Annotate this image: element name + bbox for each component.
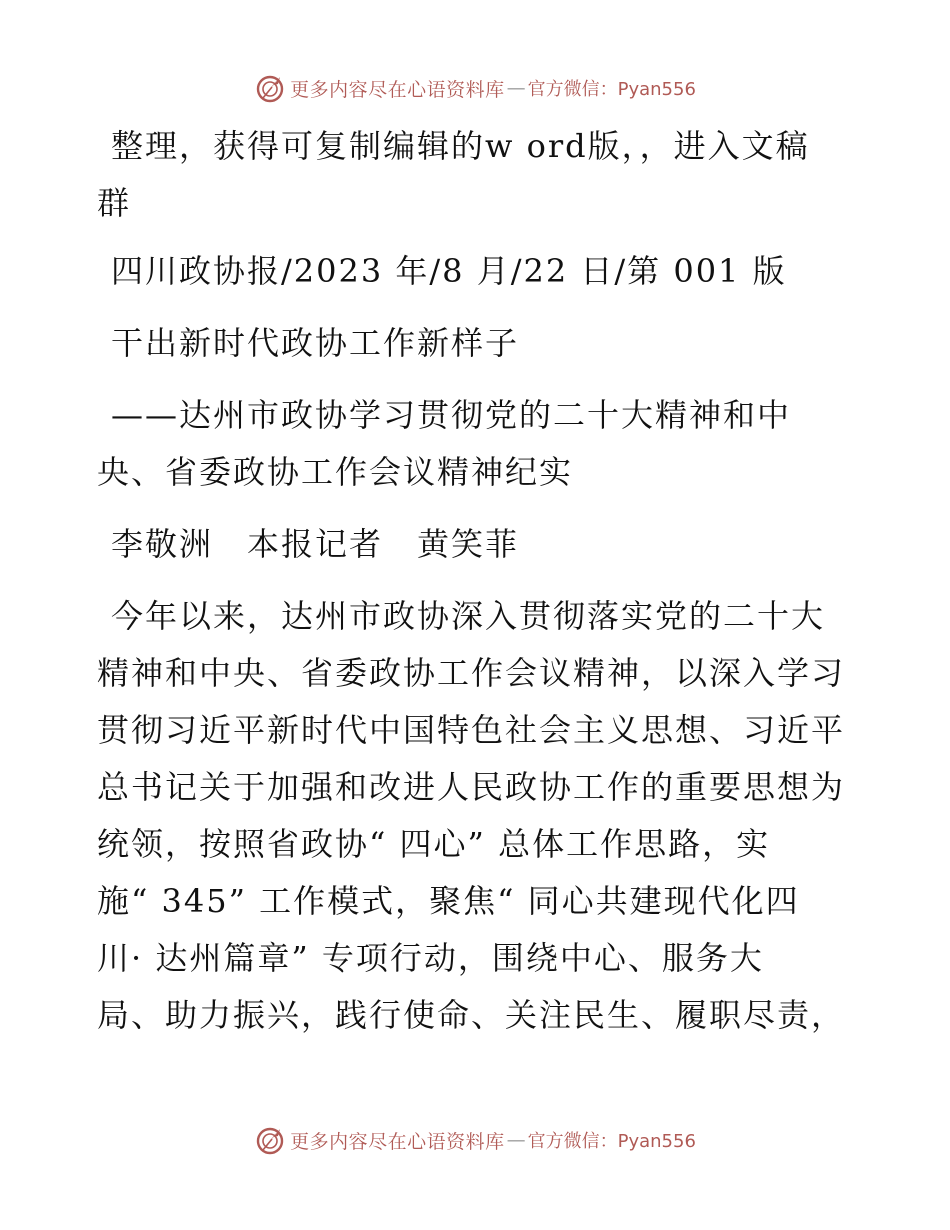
body-line: 今年以来，达州市政协深入贯彻落实党的二十大	[111, 597, 826, 635]
footer-watermark	[0, 1122, 950, 1158]
article-authors: 李敬洲 本报记者 黄笑菲	[111, 525, 520, 563]
intro-paragraph	[97, 118, 852, 232]
watermark-text: 更多内容尽在心语资料库	[290, 78, 505, 101]
document-body	[97, 118, 852, 1059]
watermark-dash: —	[506, 77, 526, 99]
intro-line-2: 群	[97, 184, 132, 222]
watermark-text: 更多内容尽在心语资料库	[290, 1130, 505, 1153]
body-line: 总书记关于加强和改进人民政协工作的重要思想为	[97, 768, 846, 806]
body-line: 贯彻习近平新时代中国特色社会主义思想、习近平	[97, 711, 846, 749]
intro-line-1: 整理，获得可复制编辑的w ord版，，进入文稿	[111, 127, 810, 165]
body-line: 施“ 345” 工作模式，聚焦“ 同心共建现代化四	[97, 882, 800, 920]
watermark-wechat: 官方微信：Pyan556	[527, 79, 696, 100]
body-paragraph	[97, 588, 852, 1044]
quill-circle-logo-icon	[254, 72, 286, 104]
body-line: 局、助力振兴，践行使命、关注民生、履职尽责，	[97, 996, 846, 1034]
watermark-dash: —	[506, 1129, 526, 1151]
header-watermark	[0, 70, 950, 106]
watermark-wechat: 官方微信：Pyan556	[527, 1131, 696, 1152]
article-title: 干出新时代政协工作新样子	[111, 324, 520, 362]
source-line: 四川政协报/2023 年/8 月/22 日/第 001 版	[111, 252, 787, 290]
body-line: 统领，按照省政协“ 四心” 总体工作思路，实	[97, 825, 771, 863]
article-subtitle	[97, 387, 852, 501]
subtitle-line-1: ——达州市政协学习贯彻党的二十大精神和中	[111, 396, 792, 434]
body-line: 川· 达州篇章” 专项行动，围绕中心、服务大	[97, 939, 764, 977]
body-line: 精神和中央、省委政协工作会议精神，以深入学习	[97, 654, 846, 692]
subtitle-line-2: 央、省委政协工作会议精神纪实	[97, 453, 574, 491]
quill-circle-logo-icon	[254, 1124, 286, 1156]
